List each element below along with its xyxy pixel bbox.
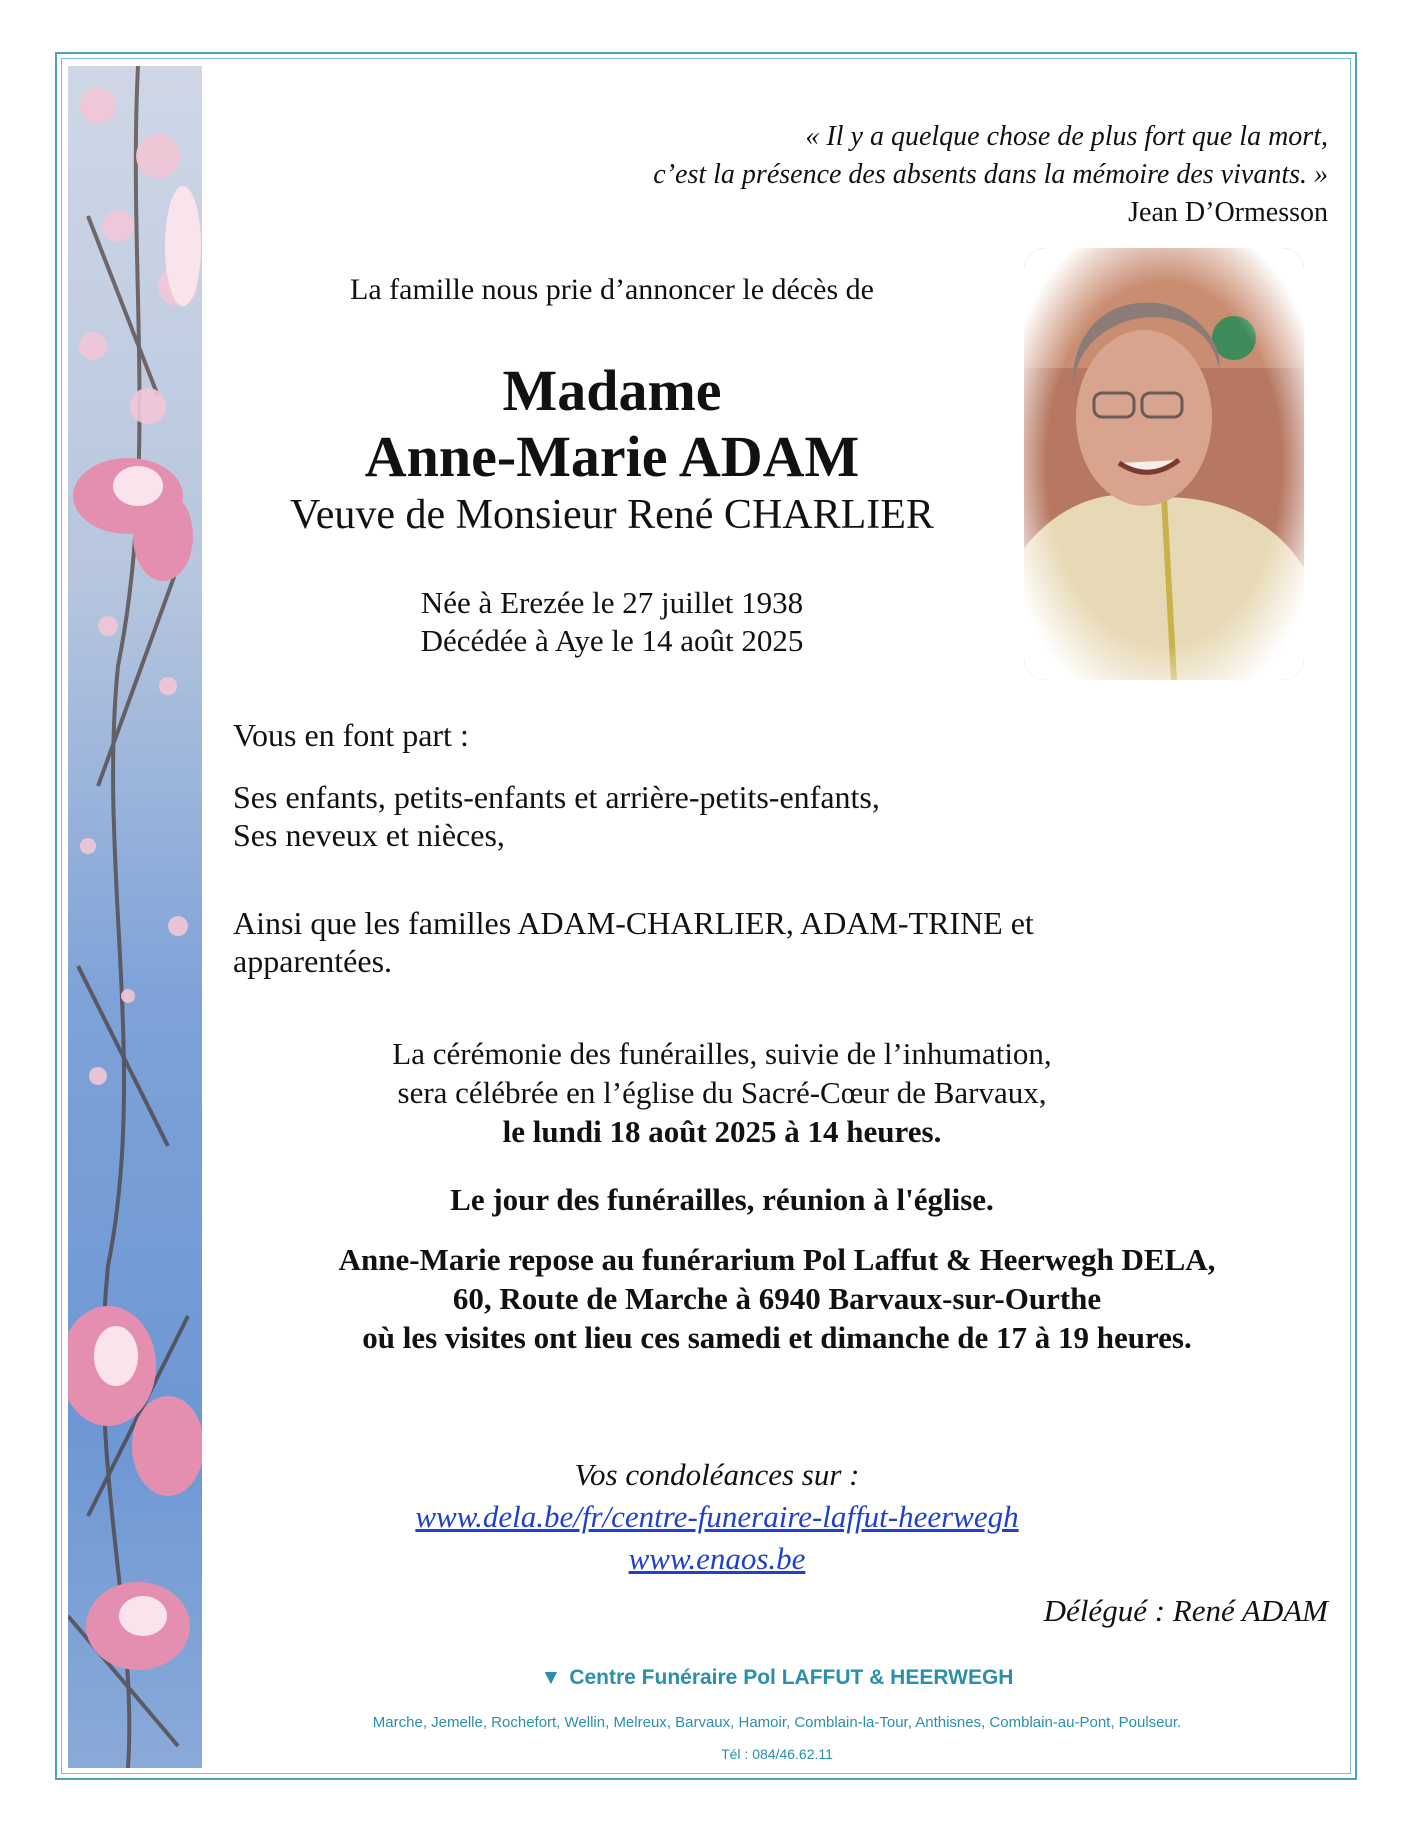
announcement-intro: La famille nous prie d’annoncer le décès de — [350, 273, 874, 306]
footer-phone: Tél : 084/46.62.11 — [721, 1746, 833, 1762]
quote-line-1: « Il y a quelque chose de plus fort que la mort, — [805, 121, 1328, 152]
triangle-down-icon: ▼ — [540, 1666, 562, 1689]
ceremony-block — [204, 1034, 1350, 1151]
condolences-block — [204, 1454, 1350, 1580]
family-line-4: apparentées. — [233, 943, 393, 979]
ceremony-line-2: sera célébrée en l’église du Sacré-Cœur de Barvaux, — [397, 1075, 1047, 1110]
footer-locations: Marche, Jemelle, Rochefort, Wellin, Melreux, Barvaux, Hamoir, Comblain-la-Tour, Anthisnes, Comblain-au-Pont, Poulseur. — [372, 1714, 1182, 1731]
family-line-1: Ses enfants, petits-enfants et arrière-petits-enfants, — [233, 779, 880, 815]
deceased-block — [204, 358, 1020, 540]
family-line-3: Ainsi que les familles ADAM-CHARLIER, ADAM-TRINE et — [233, 905, 1034, 941]
family-extended — [233, 904, 1034, 980]
family-line-2: Ses neveux et nièces, — [233, 817, 505, 853]
rest-line-3: où les visites ont lieu ces samedi et dimanche de 17 à 19 heures. — [362, 1320, 1192, 1355]
delegate-line: Délégué : René ADAM — [1043, 1593, 1328, 1628]
condolences-link-enaos[interactable]: www.enaos.be — [628, 1541, 806, 1576]
rest-line-1: Anne-Marie repose au funérarium Pol Laffut & Heerwegh DELA, — [338, 1242, 1216, 1277]
deceased-name: Anne-Marie ADAM — [364, 424, 860, 489]
birth-line: Née à Erezée le 27 juillet 1938 — [420, 585, 804, 620]
rest-line-2: 60, Route de Marche à 6940 Barvaux-sur-Ourthe — [452, 1281, 1102, 1316]
condolences-label: Vos condoléances sur : — [574, 1457, 860, 1492]
dates-block — [204, 584, 1020, 660]
condolences-link-2-wrap — [204, 1538, 1350, 1580]
portrait-photo — [1024, 248, 1304, 680]
widow-of: Veuve de Monsieur René CHARLIER — [290, 492, 934, 538]
quote-line-2: c’est la présence des absents dans la mémoire des vivants. » — [653, 159, 1328, 190]
footer-company-name: Centre Funéraire Pol LAFFUT & HEERWEGH — [569, 1666, 1014, 1689]
quote-author: Jean D’Ormesson — [1128, 197, 1328, 228]
death-line: Décédée à Aye le 14 août 2025 — [420, 623, 804, 658]
rest-block — [204, 1240, 1350, 1357]
ceremony-line-1: La cérémonie des funérailles, suivie de l’inhumation, — [392, 1036, 1052, 1071]
deceased-title: Madame — [502, 358, 722, 423]
reunion-text: Le jour des funérailles, réunion à l'église. — [450, 1182, 994, 1217]
family-heading: Vous en font part : — [233, 717, 469, 753]
reunion-line — [204, 1180, 1350, 1219]
condolences-link-dela[interactable]: www.dela.be/fr/centre-funeraire-laffut-heerwegh — [415, 1499, 1019, 1534]
condolences-link-1-wrap — [204, 1496, 1350, 1538]
family-list — [233, 778, 880, 854]
epigraph — [653, 118, 1328, 232]
footer-company — [204, 1664, 1350, 1692]
ceremony-date: le lundi 18 août 2025 à 14 heures. — [502, 1114, 942, 1149]
decorative-flower-strip — [68, 66, 202, 1768]
